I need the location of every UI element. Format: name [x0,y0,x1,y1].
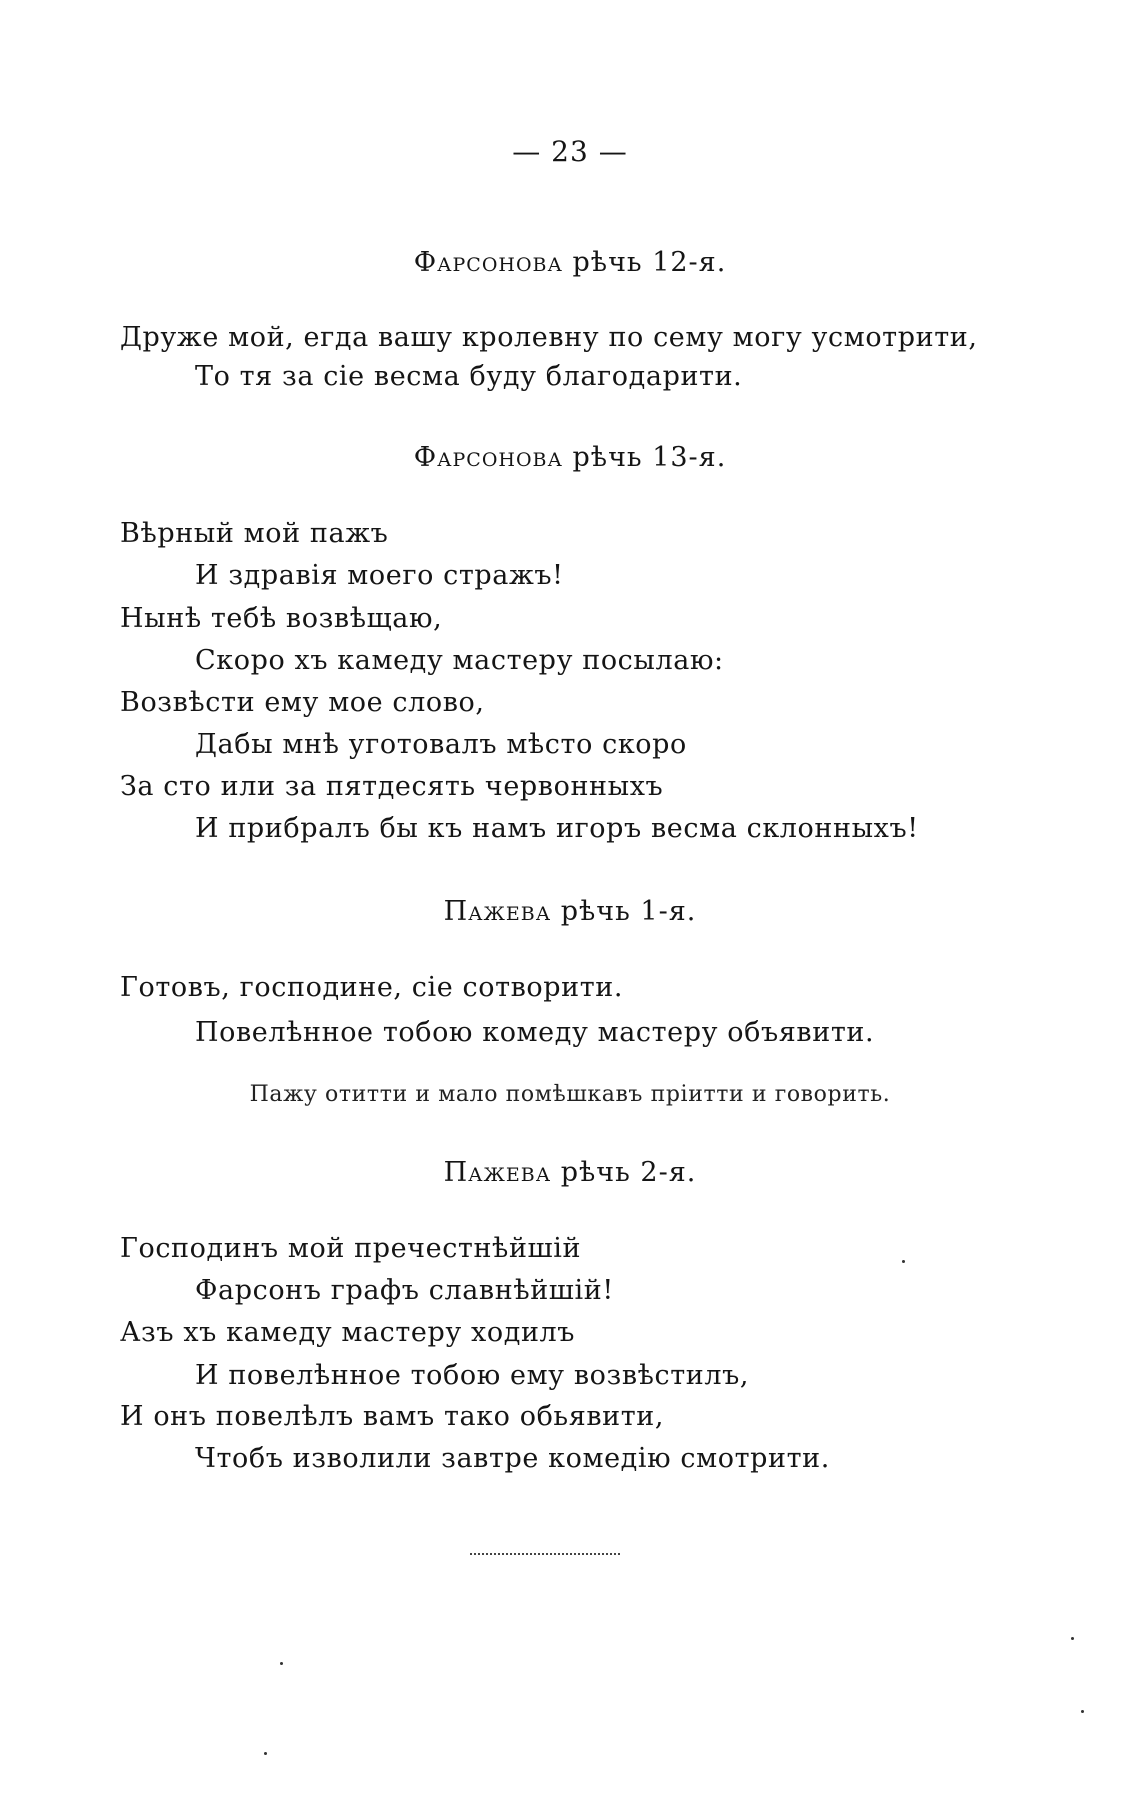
ink-speck [1071,1637,1074,1640]
ink-speck [264,1752,267,1755]
ink-speck [280,1662,283,1665]
verse-line: Нынѣ тебѣ возвѣщаю, [120,603,443,634]
ink-speck [902,1260,905,1263]
verse-line: И повелѣнное тобою ему возвѣстилъ, [195,1360,750,1391]
speech-heading [0,1157,1140,1188]
speech-number: рѣчь 2-я. [560,1157,697,1188]
verse-line: Чтобъ изволили завтре комедію смотрити. [195,1443,830,1474]
verse-line: И онъ повелѣлъ вамъ тако обьявити, [120,1401,665,1432]
verse-line: За сто или за пятдесять червонныхъ [120,771,664,802]
speaker-name: Пажева [443,896,552,927]
speech-number: рѣчь 12-я. [572,247,727,278]
verse-line: Скоро хъ камеду мастеру посылаю: [195,645,724,676]
stage-direction: Пажу отитти и мало помѣшкавъ пріитти и говорить. [249,1082,891,1107]
speaker-name: Фарсонова [413,247,563,278]
verse-line: Азъ хъ камеду мастеру ходилъ [120,1317,576,1348]
verse-line: И прибралъ бы къ намъ игоръ весма склонныхъ! [195,813,919,844]
verse-line: Дабы мнѣ уготовалъ мѣсто скоро [195,729,687,760]
verse-line: И здравія моего стражъ! [195,560,564,591]
verse-line: Готовъ, господине, сіе сотворити. [120,972,624,1003]
speech-heading [0,247,1140,278]
speaker-name: Пажева [443,1157,552,1188]
speaker-name: Фарсонова [413,442,563,473]
ink-speck [1081,1710,1084,1713]
verse-line: Повелѣнное тобою комеду мастеру объявити. [195,1017,875,1048]
speech-heading [0,896,1140,927]
verse-line: Господинъ мой пречестнѣйшій [120,1233,582,1264]
verse-line: Фарсонъ графъ славнѣйшій! [195,1275,614,1306]
page-number: — 23 — [512,135,628,168]
verse-line: То тя за сіе весма буду благодарити. [195,361,743,392]
verse-line: Возвѣсти ему мое слово, [120,687,485,718]
speech-heading [0,442,1140,473]
verse-line: Вѣрный мой пажъ [120,518,389,549]
speech-number: рѣчь 1-я. [560,896,697,927]
verse-line: Друже мой, егда вашу кролевну по сему могу усмотрити, [120,322,978,353]
section-divider [470,1553,620,1555]
speech-number: рѣчь 13-я. [572,442,727,473]
